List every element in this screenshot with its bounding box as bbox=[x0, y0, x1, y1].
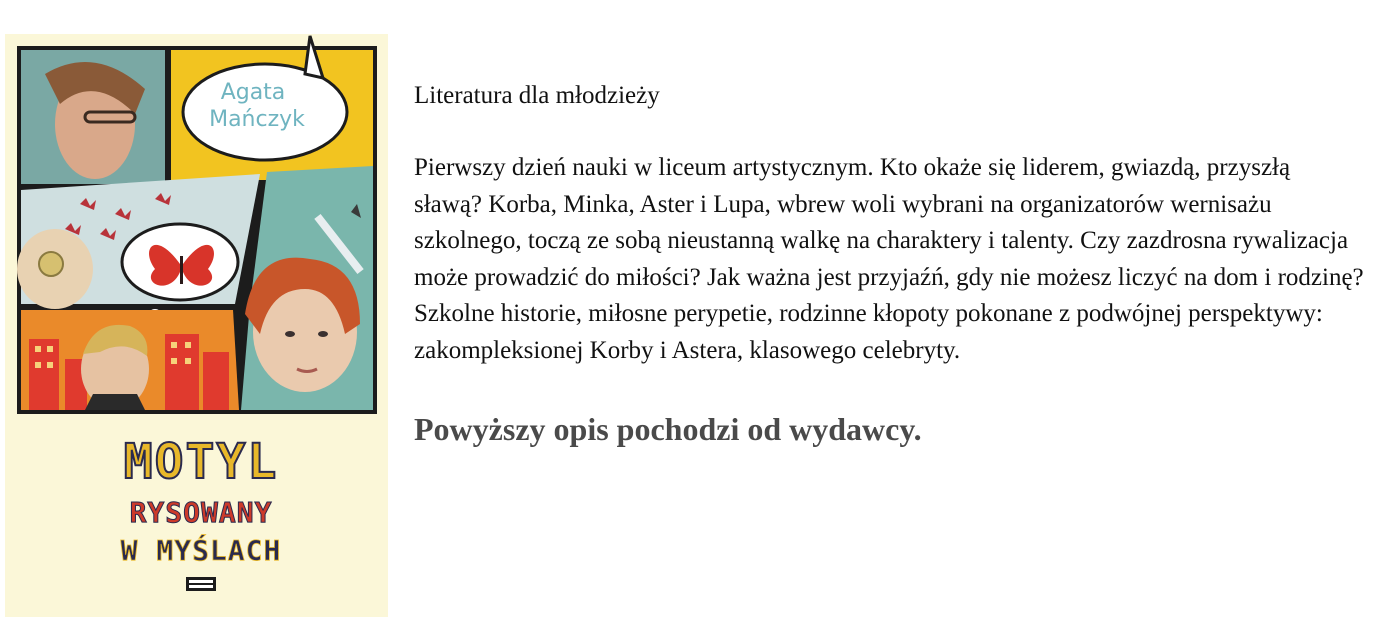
publisher-note: Powyższy opis pochodzi od wydawcy. bbox=[414, 411, 922, 447]
book-cover[interactable] bbox=[5, 34, 388, 617]
book-description-column bbox=[414, 78, 1364, 449]
cover-title-line1: MOTYL bbox=[123, 434, 279, 490]
book-description bbox=[414, 150, 1364, 369]
description-paragraph-1: Pierwszy dzień nauki w liceum artystycznym. Kto okaże się liderem, gwiazdą, przyszłą sławą? Korba, Minka, Aster i Lupa, wbrew woli wybrani na organizatorów wernisażu szkolnego, toczą ze sobą nieustanną walkę na charaktery i talenty. Czy zazdrosna rywalizacja może prowadzić do miłości? Jak ważna jest przyjaźń, gdy nie możesz liczyć na dom i rodzinę? bbox=[414, 154, 1364, 291]
cover-author-first-name: Agata bbox=[220, 80, 286, 105]
book-category: Literatura dla młodzieży bbox=[414, 82, 660, 109]
book-cover-illustration bbox=[5, 34, 388, 617]
cover-author-last-name: Mańczyk bbox=[209, 107, 305, 132]
description-paragraph-2: Szkolne historie, miłosne perypetie, rodzinne kłopoty pokonane z podwójnej perspektywy: zakompleksionej Korby i Astera, klasowego celebryty. bbox=[414, 300, 1323, 364]
cover-title-line2: RYSOWANY bbox=[129, 496, 273, 529]
publisher-logo-icon bbox=[186, 577, 216, 591]
cover-title-line3: W MYŚLACH bbox=[120, 534, 282, 567]
